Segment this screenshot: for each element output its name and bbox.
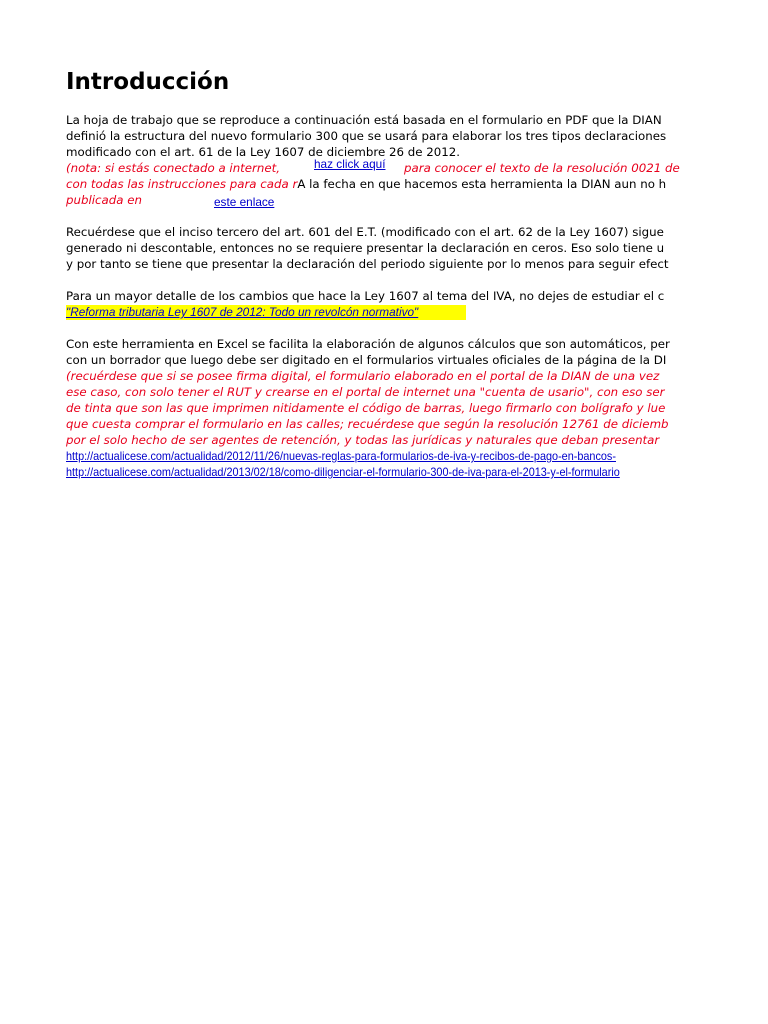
- p4-red-line-5: por el solo hecho de ser agentes de retención, y todas las jurídicas y naturales que deban presentar: [66, 433, 660, 447]
- p4-red-line-1: (recuérdese que si se posee firma digital, el formulario elaborado en el portal de la DIAN de una vez: [66, 369, 660, 383]
- p4-line-2: con un borrador que luego debe ser digitado en el formularios virtuales oficiales de la página de la DI: [66, 353, 667, 367]
- url-line-2: [66, 464, 703, 480]
- document-body: [66, 66, 703, 506]
- url-line-1: [66, 448, 703, 464]
- este-enlace-link[interactable]: este enlace: [214, 195, 275, 209]
- p2-line-1: Recuérdese que el inciso tercero del art. 601 del E.T. (modificado con el art. 62 de la Ley 1607) sigue: [66, 225, 664, 239]
- haz-click-aqui-link[interactable]: haz click aquí: [314, 157, 386, 171]
- page-title: Introducción: [66, 69, 230, 95]
- note-prefix: (nota: si estás conectado a internet,: [66, 161, 281, 175]
- spacer: [66, 320, 703, 336]
- p1-line-2: definió la estructura del nuevo formulario 300 que se usará para elaborar los tres tipos declaraciones: [66, 129, 667, 143]
- p1-line-3: modificado con el art. 61 de la Ley 1607 de diciembre 26 de 2012.: [66, 145, 461, 159]
- note-suffix: para conocer el texto de la resolución 0021 de: [404, 161, 680, 175]
- spacer: [66, 208, 703, 224]
- note-line-3: [66, 192, 703, 208]
- note-line-2-black: A la fecha en que hacemos esta herramienta la DIAN aun no h: [297, 177, 667, 191]
- note-line-2-red: con todas las instrucciones para cada r: [66, 177, 298, 191]
- p3-highlight-line: [66, 304, 703, 320]
- p4-line-1: Con este herramienta en Excel se facilita la elaboración de algunos cálculos que son automáticos, per: [66, 337, 670, 351]
- p1-line-1: La hoja de trabajo que se reproduce a continuación está basada en el formulario en PDF que la DIAN: [66, 113, 662, 127]
- p2-line-3: y por tanto se tiene que presentar la declaración del periodo siguiente por lo menos para seguir efect: [66, 257, 669, 271]
- p2-line-2: generado ni descontable, entonces no se requiere presentar la declaración en ceros. Eso solo tiene u: [66, 241, 665, 255]
- p4-red-line-3: de tinta que son las que imprimen nitidamente el código de barras, luego firmarlo con bolígrafo y lue: [66, 401, 666, 415]
- p4-red-line-4: que cuesta comprar el formulario en las calles; recuérdese que según la resolución 12761 de diciemb: [66, 417, 669, 431]
- note-line-2: [66, 176, 703, 192]
- p4-red-line-2: ese caso, con solo tener el RUT y crearse en el portal de internet una "cuenta de usario", con eso ser: [66, 385, 665, 399]
- note-line-3-red: publicada en: [66, 193, 142, 207]
- actualicese-url-1-link[interactable]: http://actualicese.com/actualidad/2012/11/26/nuevas-reglas-para-formularios-de-iva-y-recibos-de-pago-en-bancos-: [66, 449, 616, 463]
- spacer: [66, 272, 703, 288]
- p3-line-1: Para un mayor detalle de los cambios que hace la Ley 1607 al tema del IVA, no dejes de estudiar el c: [66, 289, 665, 303]
- reforma-tributaria-link[interactable]: "Reforma tributaria Ley 1607 de 2012: Todo un revolcón normativo": [66, 305, 466, 320]
- actualicese-url-2-link[interactable]: http://actualicese.com/actualidad/2013/02/18/como-diligenciar-el-formulario-300-de-iva-para-el-2013-y-el-formulario: [66, 465, 620, 479]
- note-line-1: [66, 157, 703, 176]
